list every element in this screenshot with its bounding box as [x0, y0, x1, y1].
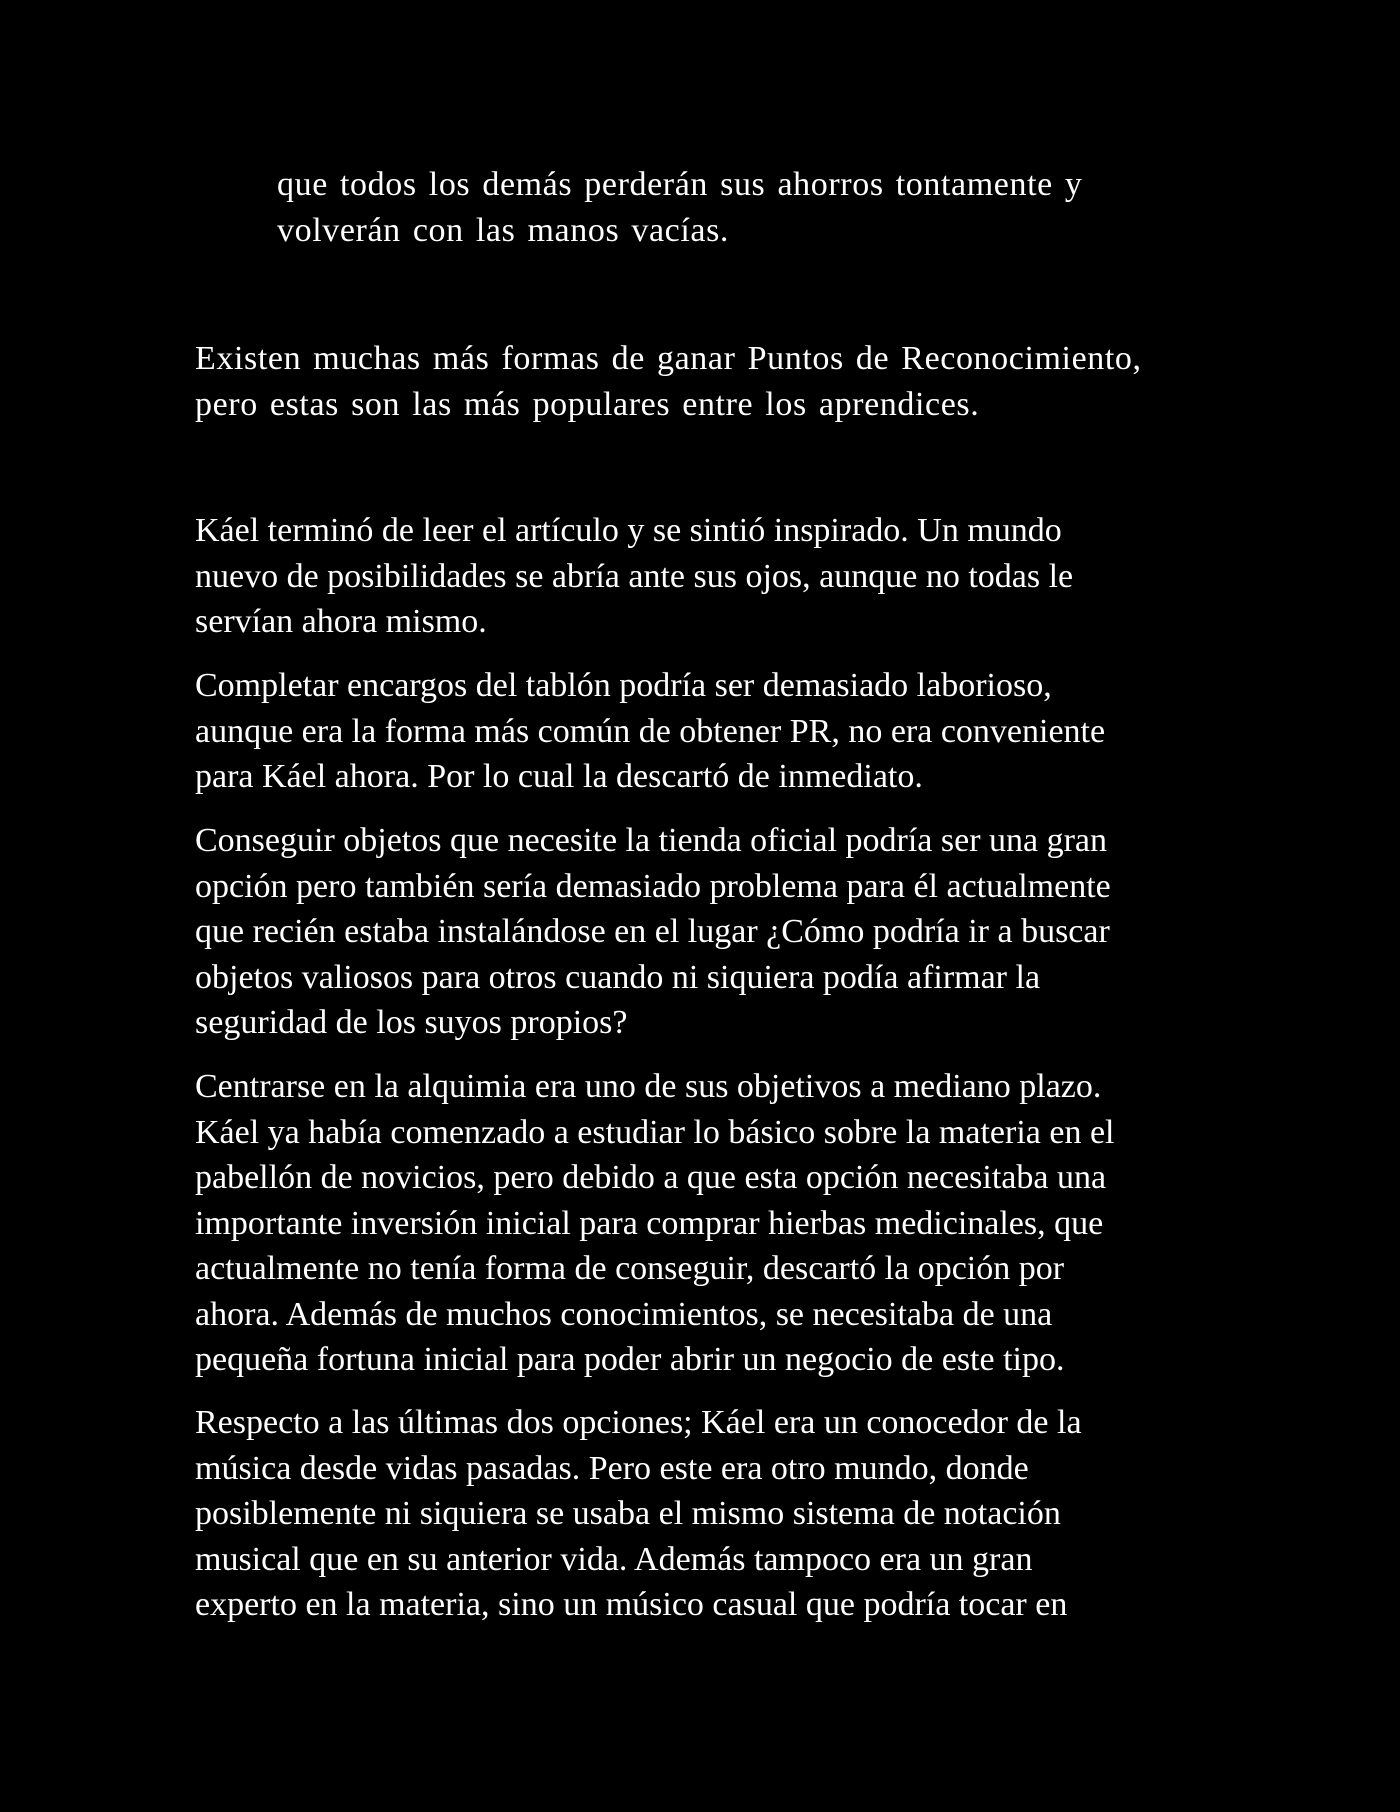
narrative-paragraph — [195, 1064, 1114, 1383]
text-line: opción pero también sería demasiado problema para él actualmente — [195, 867, 1111, 905]
narrative-paragraph — [195, 818, 1111, 1046]
narrative-paragraph — [195, 1400, 1082, 1628]
text-line: servían ahora mismo. — [195, 603, 487, 640]
text-line: Káel ya había comenzado a estudiar lo básico sobre la materia en el — [195, 1113, 1115, 1151]
summary-paragraph — [195, 336, 1142, 427]
narrative-paragraph — [195, 508, 1073, 645]
text-line: Conseguir objetos que necesite la tienda oficial podría ser una gran — [195, 822, 1108, 859]
text-line: Centrarse en la alquimia era uno de sus objetivos a mediano plazo. — [195, 1068, 1102, 1105]
narrative-paragraph — [195, 663, 1105, 800]
text-line: que recién estaba instalándose en el lugar ¿Cómo podría ir a buscar — [195, 913, 1110, 950]
text-line: Completar encargos del tablón podría ser demasiado laborioso, — [195, 667, 1052, 704]
text-line: volverán con las manos vacías. — [277, 211, 730, 249]
text-line: para Káel ahora. Por lo cual la descartó de inmediato. — [195, 758, 923, 795]
text-line: seguridad de los suyos propios? — [195, 1004, 628, 1041]
text-line: Respecto a las últimas dos opciones; Káel era un conocedor de la — [195, 1404, 1082, 1441]
text-line: actualmente no tenía forma de conseguir, descartó la opción por — [195, 1250, 1065, 1287]
text-line: que todos los demás perderán sus ahorros tontamente y — [277, 166, 1083, 203]
text-line: objetos valiosos para otros cuando ni siquiera podía afirmar la — [195, 958, 1041, 996]
text-line: experto en la materia, sino un músico casual que podría tocar en — [195, 1586, 1068, 1623]
text-line: música desde vidas pasadas. Pero este era otro mundo, donde — [195, 1449, 1029, 1487]
text-line: pequeña fortuna inicial para poder abrir un negocio de este tipo. — [195, 1341, 1065, 1378]
text-line: musical que en su anterior vida. Además tampoco era un gran — [195, 1540, 1033, 1578]
text-line: pabellón de novicios, pero debido a que esta opción necesitaba una — [195, 1159, 1107, 1196]
text-line: Káel terminó de leer el artículo y se sintió inspirado. Un mundo — [195, 512, 1062, 549]
text-line: Existen muchas más formas de ganar Puntos de Reconocimiento, — [195, 340, 1142, 377]
text-line: nuevo de posibilidades se abría ante sus ojos, aunque no todas le — [195, 557, 1074, 595]
text-line: ahora. Además de muchos conocimientos, se necesitaba de una — [195, 1295, 1053, 1333]
text-line: pero estas son las más populares entre los aprendices. — [195, 385, 980, 423]
text-line: importante inversión inicial para comprar hierbas medicinales, que — [195, 1204, 1104, 1242]
text-line: posiblemente ni siquiera se usaba el mismo sistema de notación — [195, 1495, 1061, 1532]
text-line: aunque era la forma más común de obtener PR, no era conveniente — [195, 712, 1106, 750]
quote-continuation — [277, 162, 1083, 253]
